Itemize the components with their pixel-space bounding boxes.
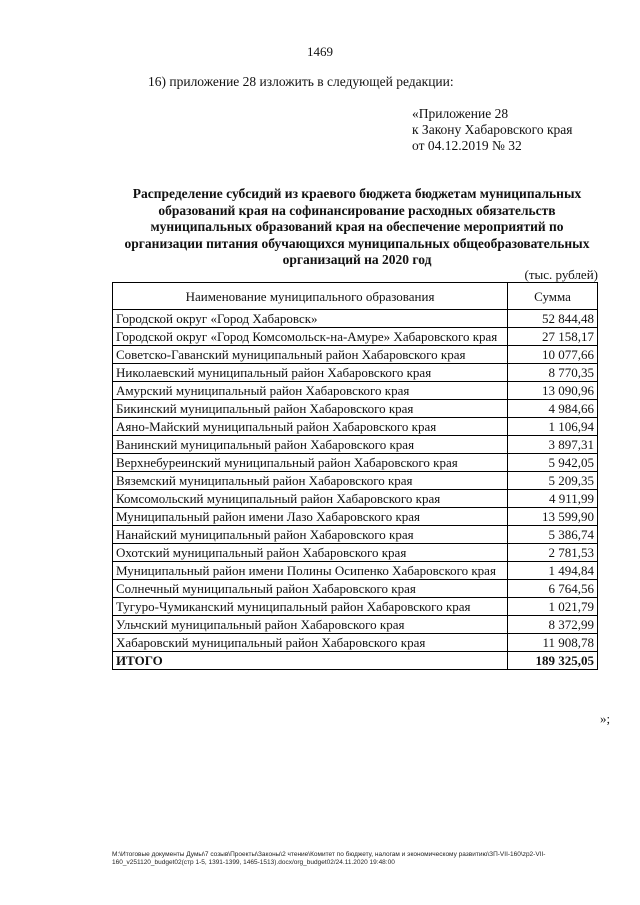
document-title: Распределение субсидий из краевого бюджета бюджетам муниципальных образований края на софинансирование расходных обязательств муниципальных образований края на обеспечение мероприятий по организации питания обучающихся муниципальных общеобразовательных организаций на 2020 год: [124, 186, 590, 267]
municipality-name: Амурский муниципальный район Хабаровского края: [113, 382, 508, 400]
subsidy-amount: 8 372,99: [508, 616, 598, 634]
table-row: [113, 580, 598, 598]
closing-quote-mark: »;: [600, 711, 611, 726]
subsidy-amount: 13 090,96: [508, 382, 598, 400]
total-label: ИТОГО: [113, 652, 508, 670]
appendix-line-3: от 04.12.2019 № 32: [412, 138, 522, 153]
header-name: Наименование муниципального образования: [113, 283, 508, 310]
total-amount: 189 325,05: [508, 652, 598, 670]
municipality-name: Аяно-Майский муниципальный район Хабаровского края: [113, 418, 508, 436]
subsidy-amount: 3 897,31: [508, 436, 598, 454]
table-row: [113, 544, 598, 562]
table-body: [113, 310, 598, 652]
municipality-name: Тугуро-Чумиканский муниципальный район Хабаровского края: [113, 598, 508, 616]
municipality-name: Муниципальный район имени Полины Осипенко Хабаровского края: [113, 562, 508, 580]
file-path-footer: M:\Итоговые документы Думы\7 созыв\Проекты\Законы\2 чтение\Комитет по бюджету, налогам и экономическому развитию\ЗП-VII-160\zp2-VII-160_v251120_budget02(стр 1-5, 1391-1399, 1465-1513).docx/org_budget02/24.11.2020 19:48:00: [112, 851, 546, 866]
subsidy-amount: 1 106,94: [508, 418, 598, 436]
municipality-name: Городской округ «Город Хабаровск»: [113, 310, 508, 328]
municipality-name: Городской округ «Город Комсомольск-на-Амуре» Хабаровского края: [113, 328, 508, 346]
municipality-name: Николаевский муниципальный район Хабаровского края: [113, 364, 508, 382]
municipality-name: Охотский муниципальный район Хабаровского края: [113, 544, 508, 562]
table-row: [113, 364, 598, 382]
table-row: [113, 616, 598, 634]
municipality-name: Советско-Гаванский муниципальный район Хабаровского края: [113, 346, 508, 364]
table-row: [113, 598, 598, 616]
subsidy-amount: 5 209,35: [508, 472, 598, 490]
subsidy-amount: 13 599,90: [508, 508, 598, 526]
municipality-name: Верхнебуреинский муниципальный район Хабаровского края: [113, 454, 508, 472]
subsidy-amount: 10 077,66: [508, 346, 598, 364]
subsidy-amount: 1 021,79: [508, 598, 598, 616]
subsidy-amount: 4 984,66: [508, 400, 598, 418]
table-row: [113, 490, 598, 508]
municipality-name: Вяземский муниципальный район Хабаровского края: [113, 472, 508, 490]
subsidy-amount: 8 770,35: [508, 364, 598, 382]
municipality-name: Солнечный муниципальный район Хабаровского края: [113, 580, 508, 598]
table-row: [113, 382, 598, 400]
units-label: (тыс. рублей): [524, 267, 598, 282]
municipality-name: Ульчский муниципальный район Хабаровского края: [113, 616, 508, 634]
table-row: [113, 454, 598, 472]
municipality-name: Муниципальный район имени Лазо Хабаровского края: [113, 508, 508, 526]
amendment-instruction: 16) приложение 28 изложить в следующей редакции:: [148, 74, 454, 89]
subsidy-amount: 6 764,56: [508, 580, 598, 598]
appendix-reference: [412, 106, 573, 154]
municipality-name: Нанайский муниципальный район Хабаровского края: [113, 526, 508, 544]
appendix-line-2: к Закону Хабаровского края: [412, 122, 573, 137]
table-row: [113, 400, 598, 418]
table-row: [113, 472, 598, 490]
table-header-row: [113, 283, 598, 310]
subsidy-amount: 2 781,53: [508, 544, 598, 562]
municipality-name: Бикинский муниципальный район Хабаровского края: [113, 400, 508, 418]
subsidy-amount: 5 386,74: [508, 526, 598, 544]
header-sum: Сумма: [508, 283, 598, 310]
table-row: [113, 436, 598, 454]
municipality-name: Комсомольский муниципальный район Хабаровского края: [113, 490, 508, 508]
subsidy-amount: 5 942,05: [508, 454, 598, 472]
table-row: [113, 508, 598, 526]
subsidy-amount: 1 494,84: [508, 562, 598, 580]
page-number: 1469: [307, 44, 333, 59]
subsidy-amount: 11 908,78: [508, 634, 598, 652]
table-row: [113, 418, 598, 436]
total-row: [113, 652, 598, 670]
table-row: [113, 328, 598, 346]
subsidy-table: [112, 282, 598, 670]
table-row: [113, 562, 598, 580]
subsidy-amount: 4 911,99: [508, 490, 598, 508]
subsidy-amount: 27 158,17: [508, 328, 598, 346]
subsidy-amount: 52 844,48: [508, 310, 598, 328]
table-row: [113, 526, 598, 544]
table-row: [113, 310, 598, 328]
municipality-name: Хабаровский муниципальный район Хабаровского края: [113, 634, 508, 652]
municipality-name: Ванинский муниципальный район Хабаровского края: [113, 436, 508, 454]
appendix-line-1: «Приложение 28: [412, 106, 509, 121]
table-row: [113, 634, 598, 652]
table-row: [113, 346, 598, 364]
